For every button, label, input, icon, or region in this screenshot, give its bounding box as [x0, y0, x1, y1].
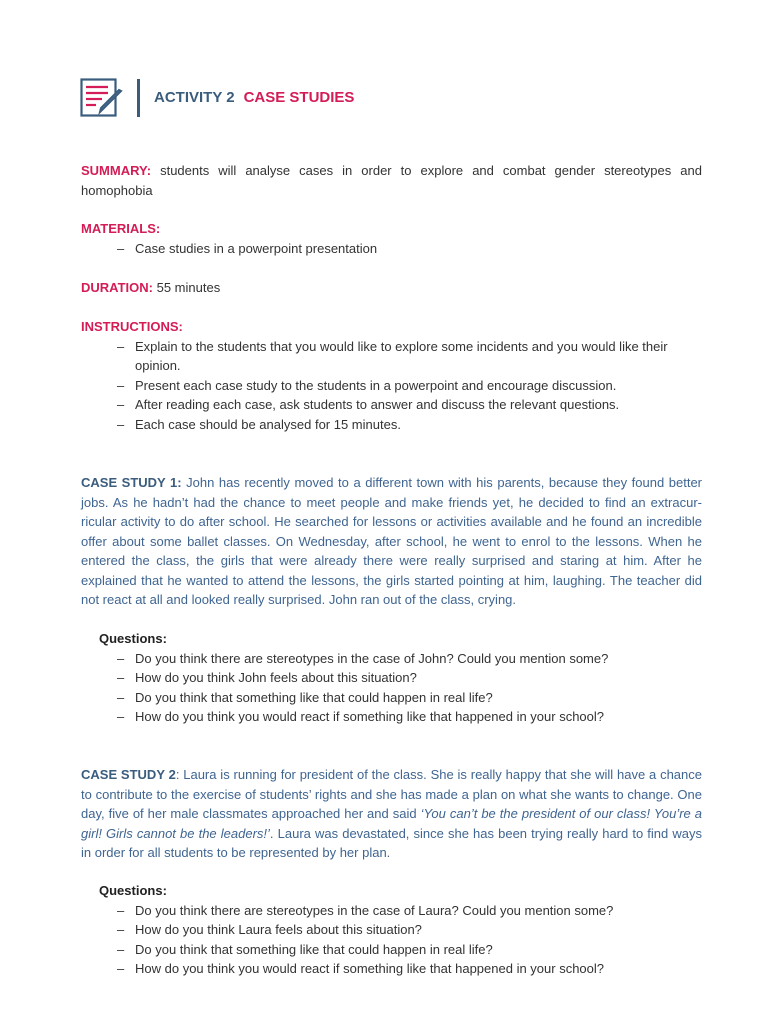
questions-label: Questions:: [99, 883, 167, 898]
case-study-1-label: CASE STUDY 1:: [81, 475, 182, 490]
dash-bullet: –: [117, 709, 125, 724]
case-study-2-label: CASE STUDY 2: [81, 767, 176, 782]
duration-section: [81, 278, 702, 298]
instructions-list: [81, 337, 702, 435]
list-item: [81, 239, 702, 259]
dash-bullet: –: [117, 397, 125, 412]
materials-list: [81, 239, 702, 259]
summary-label: SUMMARY:: [81, 163, 152, 178]
summary-text: students will analyse cases in order to explore and combat gender stereotypes and homophobia: [81, 163, 702, 198]
question-text: How do you think you would react if something like that happened in your school?: [135, 709, 605, 724]
instructions-section: [81, 317, 702, 434]
materials-label: MATERIALS:: [81, 221, 161, 236]
list-item: [81, 376, 702, 396]
question-text: How do you think Laura feels about this situation?: [135, 922, 422, 937]
dash-bullet: –: [117, 902, 125, 918]
dash-bullet: –: [117, 670, 125, 685]
case-study-2-text-end: . Laura was devastated, since she has been trying really hard to find ways in order for all students to be represented by her plan.: [81, 825, 702, 860]
instructions-label: INSTRUCTIONS:: [81, 319, 183, 334]
dash-bullet: –: [117, 961, 125, 976]
list-item: [81, 940, 702, 960]
list-item: [81, 668, 702, 688]
activity-header: [80, 78, 480, 120]
question-text: Do you think that something like that could happen in real life?: [135, 941, 493, 957]
list-item: [81, 688, 702, 708]
dash-bullet: –: [117, 941, 125, 957]
list-item: [81, 920, 702, 940]
list-item: [81, 649, 702, 669]
summary-section: [81, 161, 702, 200]
activity-title: CASE STUDIES: [243, 89, 355, 106]
dash-bullet: –: [117, 416, 125, 432]
dash-bullet: –: [117, 922, 125, 937]
list-item: [81, 395, 702, 415]
case-study-2: [81, 765, 702, 863]
list-item: [81, 337, 702, 376]
list-item: [81, 415, 702, 435]
question-text: Do you think there are stereotypes in the case of John? Could you mention some?: [135, 650, 609, 666]
questions-label: Questions:: [99, 631, 167, 646]
activity-number: ACTIVITY 2: [154, 89, 235, 106]
case-study-1-text: John has recently moved to a different town with his parents, because they found better jobs. As he hadn’t had the chance to meet people and make friends yet, he decided to find an extracurricular activity to do after school. He searched for lessons or activities available and he found an incredible offer about some ballet classes. On Wednesday, after school, he went to enrol to the lessons. When he entered the class, the girls that were already there were really surprised and staring at him. After he explained that he wanted to attend the lessons, the girls started pointing at him, laughing. The teacher did not react at all and looked really surprised. John ran out of the class, crying.: [81, 475, 702, 607]
list-item-text: Present each case study to the students in a powerpoint and encourage discussion.: [135, 377, 617, 393]
duration-label: DURATION:: [81, 280, 153, 295]
question-text: How do you think you would react if something like that happened in your school?: [135, 961, 605, 976]
dash-bullet: –: [117, 338, 125, 354]
dash-bullet: –: [117, 377, 125, 393]
header-divider: [137, 79, 140, 117]
questions-list: [81, 649, 702, 727]
question-text: How do you think John feels about this situation?: [135, 670, 417, 685]
page-title: [154, 89, 354, 106]
list-item: [81, 959, 702, 979]
dash-bullet: –: [117, 240, 125, 256]
document-pencil-icon: [80, 78, 124, 118]
case-study-2-text: : Laura is running for president of the class. She is really happy that she will have a chance to contribute to the exercise of students’ rights and she has made a plan on what she wants to change. One day, five of her male classmates approached her and said: [81, 767, 702, 821]
materials-section: [81, 219, 702, 258]
list-item: [81, 901, 702, 921]
question-text: Do you think that something like that could happen in real life?: [135, 689, 493, 705]
case-study-2-questions: [81, 881, 702, 979]
list-item: [81, 707, 702, 727]
list-item-text: Case studies in a powerpoint presentation: [135, 240, 378, 256]
list-item-text: After reading each case, ask students to answer and discuss the relevant questions.: [135, 397, 620, 412]
question-text: Do you think there are stereotypes in the case of Laura? Could you mention some?: [135, 902, 614, 918]
case-study-1: [81, 473, 702, 610]
case-study-1-questions: [81, 629, 702, 727]
dash-bullet: –: [117, 650, 125, 666]
list-item-text: Explain to the students that you would like to explore some incidents and you would like their opinion.: [135, 338, 668, 373]
duration-text: 55 minutes: [156, 280, 221, 295]
dash-bullet: –: [117, 689, 125, 705]
list-item-text: Each case should be analysed for 15 minutes.: [135, 416, 401, 432]
case-study-2-quote: ‘You can’t be the president of our class! You’re a girl! Girls cannot be the leaders!’: [81, 806, 702, 841]
questions-list: [81, 901, 702, 979]
